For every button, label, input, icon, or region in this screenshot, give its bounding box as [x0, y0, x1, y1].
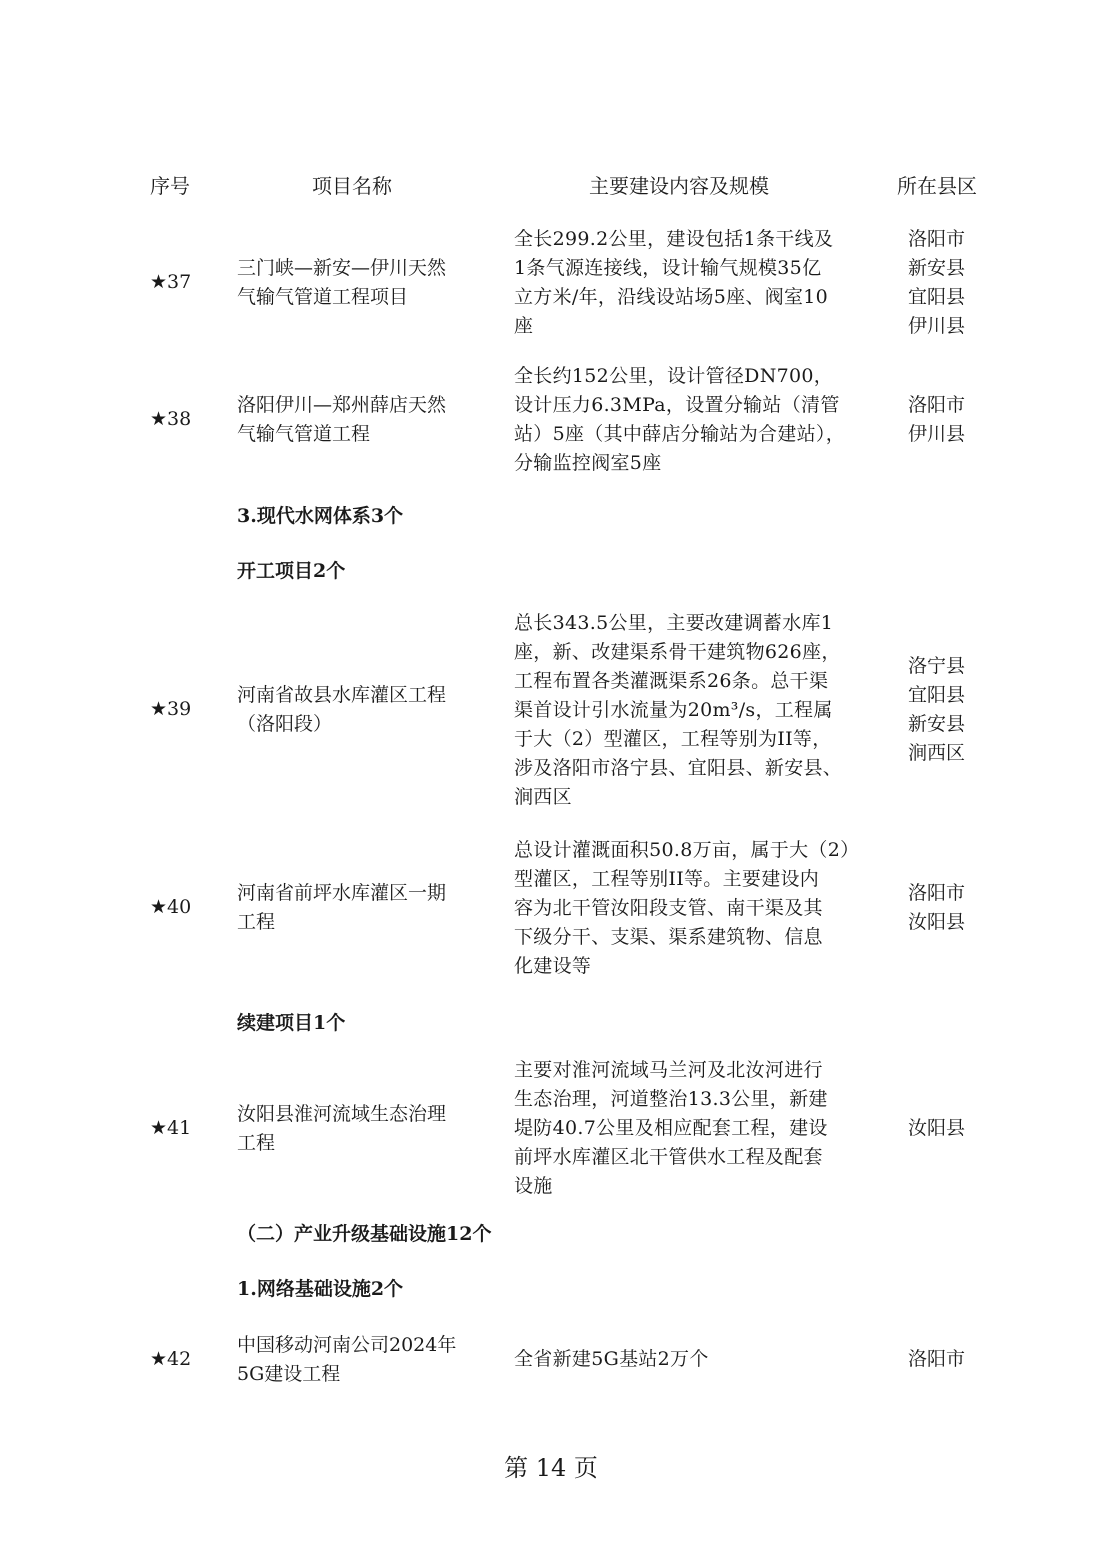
- row-number: ★39: [150, 698, 192, 720]
- section-subheading: 续建项目1个: [237, 1012, 346, 1034]
- project-name: 河南省前坪水库灌区一期 工程: [237, 882, 447, 933]
- project-content: 主要对淮河流域马兰河及北汝河进行 生态治理，河道整治13.3公里，新建 堤防40.7公里及相应配套工程，建设 前坪水库灌区北干管供水工程及配套 设施: [514, 1059, 828, 1197]
- project-content: 总设计灌溉面积50.8万亩，属于大（2） 型灌区，工程等别II等。主要建设内 容为北干管汝阳段支管、南干渠及其 下级分干、支渠、渠系建筑物、信息 化建设等: [514, 839, 860, 977]
- project-county: 洛宁县 宜阳县 新安县 涧西区: [908, 655, 966, 764]
- header-content: 主要建设内容及规模: [589, 174, 769, 198]
- project-county: 汝阳县: [908, 1117, 966, 1139]
- project-county: 洛阳市: [908, 1348, 966, 1370]
- row-number: ★40: [150, 896, 192, 918]
- project-content: 全长299.2公里，建设包括1条干线及 1条气源连接线，设计输气规模35亿 立方米/年，沿线设站场5座、阀室10 座: [514, 228, 834, 337]
- header-county: 所在县区: [897, 174, 977, 198]
- row-number: ★38: [150, 408, 192, 430]
- project-content: 全长约152公里，设计管径DN700， 设计压力6.3MPa，设置分输站（清管 站）5座（其中薛店分输站为合建站）， 分输监控阀室5座: [514, 365, 845, 474]
- project-name: 河南省故县水库灌区工程 （洛阳段）: [237, 684, 447, 735]
- project-name: 汝阳县淮河流域生态治理 工程: [237, 1103, 447, 1154]
- project-content: 全省新建5G基站2万个: [514, 1348, 709, 1370]
- section-heading: 3.现代水网体系3个: [237, 505, 404, 527]
- row-number: ★42: [150, 1348, 192, 1370]
- section-heading: （二）产业升级基础设施12个: [237, 1223, 492, 1245]
- header-no: 序号: [150, 174, 190, 198]
- page-number: 第 14 页: [504, 1454, 598, 1482]
- row-number: ★37: [150, 271, 192, 293]
- row-number: ★41: [150, 1117, 192, 1139]
- project-name: 三门峡—新安—伊川天然 气输气管道工程项目: [237, 257, 447, 308]
- project-county: 洛阳市 伊川县: [908, 394, 966, 445]
- project-content: 总长343.5公里，主要改建调蓄水库1 座，新、改建渠系骨干建筑物626座， 工程布置各类灌溉渠系26条。总干渠 渠首设计引水流量为20m³/s，工程属 于大（2）型灌区，工程等别为II等， 涉及洛阳市洛宁县、宜阳县、新安县、 涧西区: [514, 612, 843, 808]
- project-name: 洛阳伊川—郑州薛店天然 气输气管道工程: [237, 394, 447, 445]
- project-county: 洛阳市 新安县 宜阳县 伊川县: [908, 228, 966, 337]
- header-name: 项目名称: [312, 174, 392, 198]
- project-county: 洛阳市 汝阳县: [908, 882, 966, 933]
- project-name: 中国移动河南公司2024年 5G建设工程: [237, 1334, 457, 1385]
- section-heading: 1.网络基础设施2个: [237, 1278, 404, 1300]
- section-subheading: 开工项目2个: [237, 560, 346, 582]
